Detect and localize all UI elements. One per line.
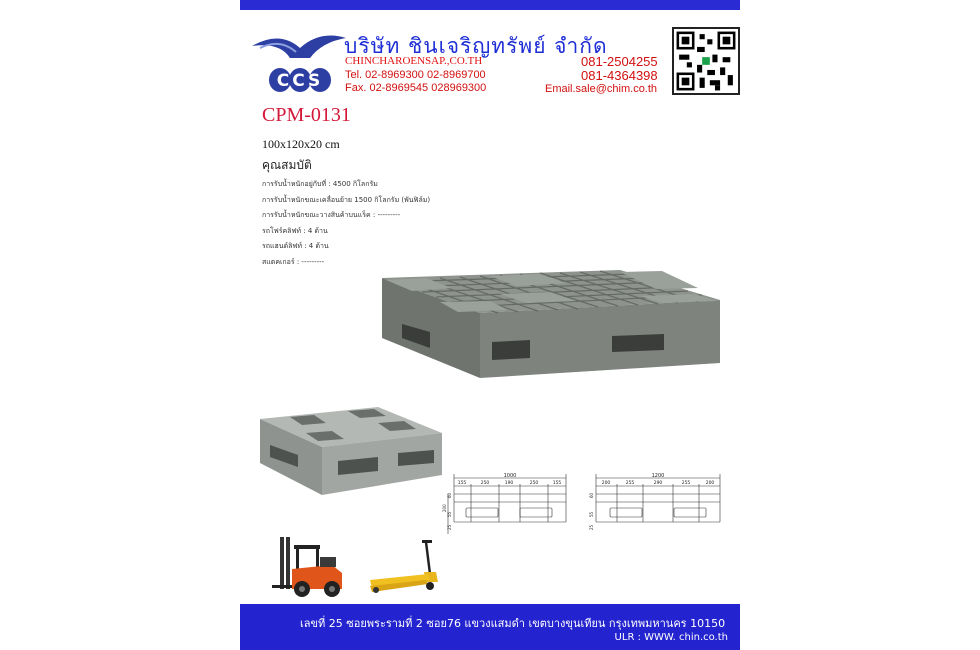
- email-address: Email.sale@chim.co.th: [545, 83, 658, 95]
- svg-text:55: 55: [447, 511, 452, 517]
- pallet-top-view-image: [380, 268, 722, 418]
- website-link[interactable]: ULR : WWW. chin.co.th: [614, 632, 728, 643]
- spec-forklift-entry: รถโฟร์คลิฟท์ : 4 ด้าน: [262, 226, 328, 235]
- footer-bar: [240, 604, 740, 650]
- svg-text:255: 255: [625, 481, 635, 486]
- mobile-number-2: 081-4364398: [581, 68, 658, 83]
- svg-text:25: 25: [589, 524, 594, 530]
- spec-rack-load: การรับน้ำหนักขณะวางสินค้าบนแร็ค : ---------: [262, 211, 401, 220]
- spec-dynamic-load: การรับน้ำหนักขณะเคลื่อนย้าย 1500 กิโลกรัม (พันฟิล์ม): [262, 195, 431, 204]
- svg-text:155: 155: [457, 481, 467, 486]
- company-name-english: CHINCHAROENSAP.,CO.TH: [345, 55, 483, 67]
- svg-text:255: 255: [681, 481, 691, 486]
- svg-text:250: 250: [529, 481, 539, 486]
- svg-text:55: 55: [589, 511, 594, 517]
- svg-text:200: 200: [601, 481, 611, 486]
- hand-pallet-truck-image: [368, 540, 446, 596]
- svg-text:CCS: CCS: [276, 71, 324, 91]
- dimension-drawing-1200: [588, 472, 726, 540]
- dimension-drawing-1000: [444, 472, 574, 540]
- spec-static-load: การรับน้ำหนักอยู่กับที่ : 4500 กิโลกรัม: [262, 180, 378, 188]
- svg-text:60: 60: [447, 492, 452, 498]
- product-model: CPM-0131: [262, 104, 351, 126]
- specifications-list: [262, 178, 430, 272]
- spec-stacker: สแตคเกอร์ : ---------: [262, 257, 325, 266]
- mobile-number-1: 081-2504255: [581, 54, 658, 69]
- company-address: เลขที่ 25 ซอยพระรามที่ 2 ซอย76 แขวงแสมดำ เขตบางขุนเทียน กรุงเทพมหานคร 10150: [300, 617, 726, 630]
- svg-text:290: 290: [653, 481, 663, 486]
- qr-code-icon[interactable]: [672, 27, 740, 95]
- product-size: 100x120x20 cm: [262, 137, 340, 151]
- top-blue-bar: [240, 0, 740, 10]
- svg-text:1000: 1000: [503, 473, 517, 479]
- svg-text:25: 25: [447, 524, 452, 530]
- company-name-thai: บริษัท ชินเจริญทรัพย์ จำกัด: [344, 34, 608, 58]
- svg-text:1200: 1200: [651, 473, 665, 479]
- svg-text:60: 60: [589, 492, 594, 498]
- pallet-bottom-view-image: [258, 405, 444, 500]
- svg-text:155: 155: [552, 481, 562, 486]
- telephone-numbers: Tel. 02-8969300 02-8969700: [345, 69, 486, 81]
- ccs-logo: [250, 28, 348, 98]
- svg-text:250: 250: [480, 481, 490, 486]
- specifications-title: คุณสมบัติ: [262, 158, 312, 172]
- svg-text:200: 200: [705, 481, 715, 486]
- fax-numbers: Fax. 02-8969545 028969300: [345, 82, 487, 94]
- spec-hand-lift-entry: รถแฮนด์ลิฟท์ : 4 ด้าน: [262, 242, 329, 251]
- catalog-page: [240, 0, 740, 650]
- svg-text:200: 200: [442, 504, 447, 512]
- svg-text:190: 190: [504, 481, 514, 486]
- forklift-image: [272, 535, 346, 599]
